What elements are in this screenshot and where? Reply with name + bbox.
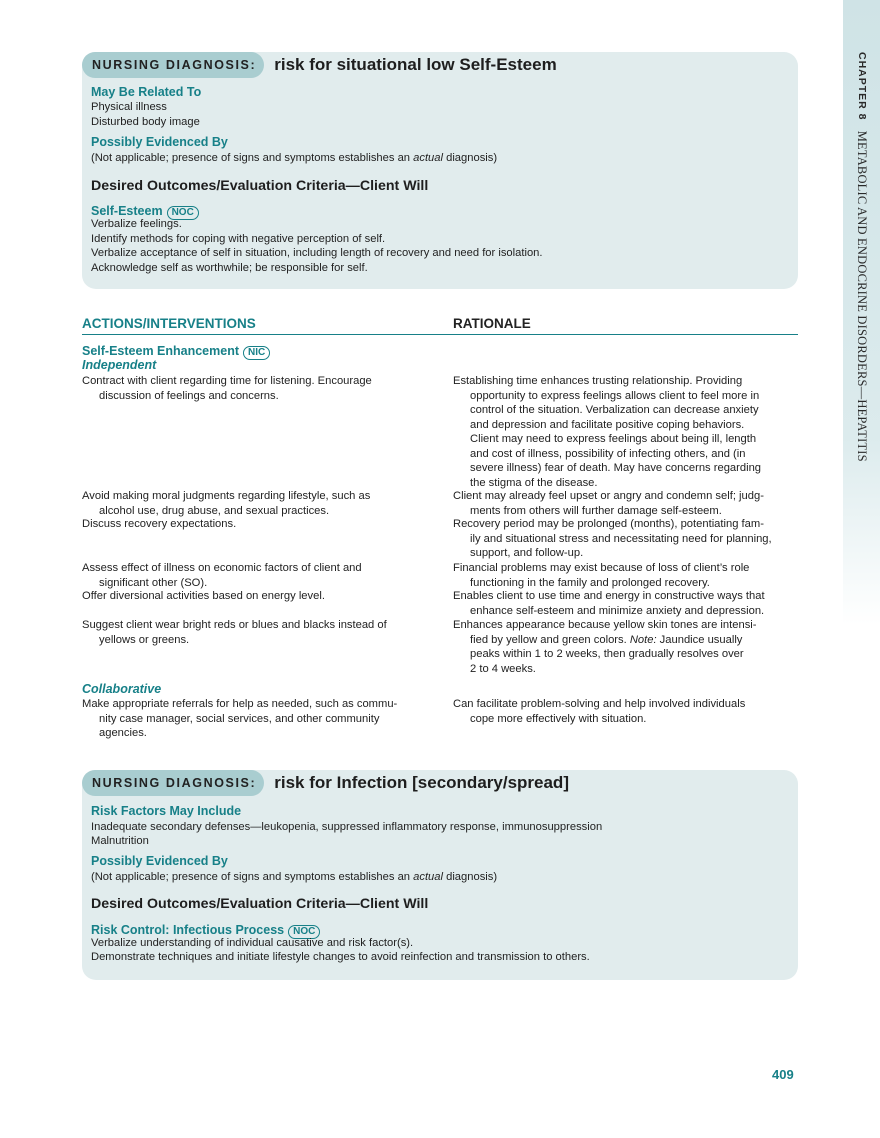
intervention-action: Discuss recovery expectations. bbox=[82, 518, 237, 530]
diagnosis-title: risk for Infection [secondary/spread] bbox=[274, 773, 569, 792]
intervention-action: Avoid making moral judgments regarding lifestyle, such as alcohol use, drug abuse, and sexual practices. bbox=[82, 490, 371, 517]
diagnosis-title: risk for situational low Self-Esteem bbox=[274, 55, 557, 74]
related-item: Physical illness bbox=[91, 101, 167, 113]
outcome-item: Identify methods for coping with negative perception of self. bbox=[91, 233, 386, 245]
evidenced-text: (Not applicable; presence of signs and symptoms establishes an actual diagnosis) bbox=[91, 152, 498, 164]
diagnosis-header bbox=[82, 770, 569, 796]
noc-tag: NOC bbox=[288, 925, 320, 939]
risk-factor-item: Inadequate secondary defenses—leukopenia, suppressed inflammatory response, immunosuppression bbox=[91, 821, 603, 833]
chapter-number: CHAPTER 8 bbox=[856, 52, 868, 121]
diagnosis-label: NURSING DIAGNOSIS: bbox=[82, 770, 264, 796]
nursing-diagnosis-box-self-esteem bbox=[82, 52, 798, 289]
outcome-item: Verbalize acceptance of self in situation, including length of recovery and need for isolation. bbox=[91, 247, 543, 259]
related-heading: May Be Related To bbox=[91, 85, 202, 99]
noc-heading: Self-Esteem NOC bbox=[91, 202, 199, 220]
chapter-side-label bbox=[842, 52, 880, 612]
diagnosis-label: NURSING DIAGNOSIS: bbox=[82, 52, 264, 78]
intervention-rationale: Enhances appearance because yellow skin tones are intensi- fied by yellow and green colors. Note: Jaundice usually peaks within 1 to 2 weeks, then gradually resolves over 2 to 4 weeks. bbox=[453, 619, 757, 675]
intervention-rationale: Establishing time enhances trusting relationship. Providing opportunity to express feelings allows client to feel more in control of the situation. Verbalization can decrease anxiety and depression and facilitate positive coping behaviors. Client may need to express feelings about being ill, length and cost of illness, possibility of infecting others, and (in severe illness) fear of death. May have concerns regarding the stigma of the disease. bbox=[453, 375, 762, 489]
independent-heading: Independent bbox=[82, 358, 157, 372]
outcomes-heading: Desired Outcomes/Evaluation Criteria—Client Will bbox=[91, 896, 429, 912]
outcome-item: Verbalize feelings. bbox=[91, 218, 182, 230]
page-number: 409 bbox=[772, 1067, 794, 1082]
evidenced-heading: Possibly Evidenced By bbox=[91, 854, 228, 868]
intervention-rationale: Recovery period may be prolonged (months), potentiating fam- ily and situational stress and necessitating need for planning, support, and follow-up. bbox=[453, 518, 772, 559]
noc-tag: NOC bbox=[167, 206, 199, 220]
intervention-rationale: Client may already feel upset or angry and condemn self; judg- ments from others will further damage self-esteem. bbox=[453, 490, 764, 517]
column-divider bbox=[82, 334, 798, 335]
risk-factors-heading: Risk Factors May Include bbox=[91, 804, 242, 818]
rationale-column-heading: RATIONALE bbox=[453, 316, 531, 331]
intervention-action: Offer diversional activities based on energy level. bbox=[82, 590, 325, 602]
intervention-action: Make appropriate referrals for help as needed, such as commu- nity case manager, social services, and other community agencies. bbox=[82, 698, 398, 739]
outcomes-heading: Desired Outcomes/Evaluation Criteria—Client Will bbox=[91, 178, 429, 194]
intervention-action: Suggest client wear bright reds or blues and blacks instead of yellows or greens. bbox=[82, 619, 387, 646]
collaborative-heading: Collaborative bbox=[82, 682, 162, 696]
evidenced-heading: Possibly Evidenced By bbox=[91, 135, 228, 149]
risk-factor-item: Malnutrition bbox=[91, 835, 149, 847]
outcome-item: Demonstrate techniques and initiate lifestyle changes to avoid reinfection and transmission to others. bbox=[91, 951, 590, 963]
actions-column-heading: ACTIONS/INTERVENTIONS bbox=[82, 316, 256, 331]
intervention-rationale: Can facilitate problem-solving and help involved individuals cope more effectively with situation. bbox=[453, 698, 746, 725]
outcome-item: Acknowledge self as worthwhile; be responsible for self. bbox=[91, 262, 368, 274]
intervention-action: Assess effect of illness on economic factors of client and significant other (SO). bbox=[82, 562, 362, 589]
nursing-diagnosis-box-infection bbox=[82, 770, 798, 980]
nic-tag: NIC bbox=[243, 346, 270, 360]
related-item: Disturbed body image bbox=[91, 116, 200, 128]
nic-heading: Self-Esteem Enhancement NIC bbox=[82, 342, 270, 360]
chapter-title: METABOLIC AND ENDOCRINE DISORDERS—HEPATITIS bbox=[855, 130, 869, 462]
evidenced-text: (Not applicable; presence of signs and symptoms establishes an actual diagnosis) bbox=[91, 871, 498, 883]
intervention-action: Contract with client regarding time for listening. Encourage discussion of feelings and concerns. bbox=[82, 375, 372, 402]
diagnosis-header bbox=[82, 52, 557, 78]
intervention-rationale: Financial problems may exist because of loss of client’s role functioning in the family and prolonged recovery. bbox=[453, 562, 750, 589]
noc-heading: Risk Control: Infectious Process NOC bbox=[91, 921, 320, 939]
outcome-item: Verbalize understanding of individual causative and risk factor(s). bbox=[91, 937, 414, 949]
intervention-rationale: Enables client to use time and energy in constructive ways that enhance self-esteem and minimize anxiety and depression. bbox=[453, 590, 765, 617]
